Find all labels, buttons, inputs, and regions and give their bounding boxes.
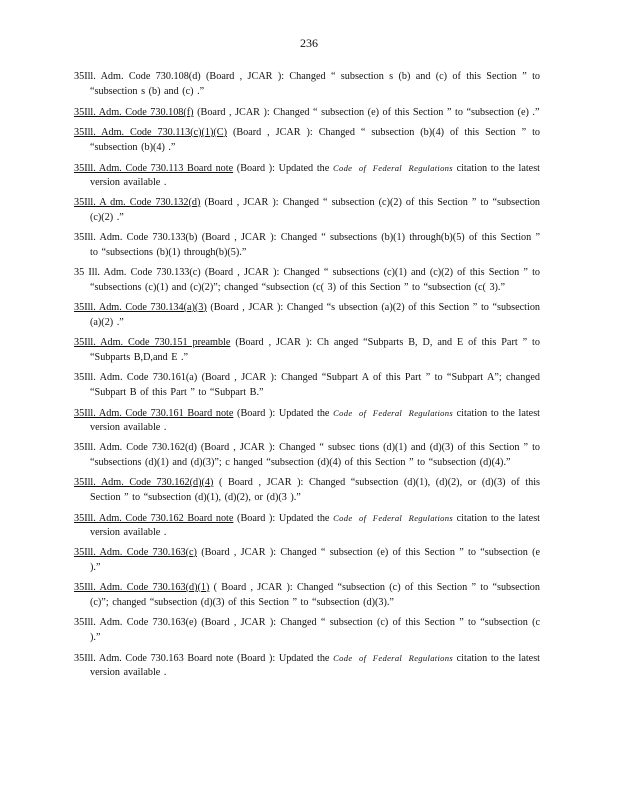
- amendment-entry: [74, 616, 540, 645]
- entry-citation: 35Ill. Adm. Code 730.133(b): [74, 231, 198, 243]
- entry-citation: 35Ill. Adm. Code 730.162(d)(4): [74, 476, 214, 488]
- entry-text: (Board , JCAR ): Changed “Subpart A of this Part ” to “Subpart A”; changed “Subpart B of this Part ” to “Subpart B.”: [90, 371, 540, 398]
- entry-citation: 35Ill. Adm. Code 730.113(c)(1)(C): [74, 126, 227, 138]
- entry-text: (Board ): Updated the: [233, 407, 334, 419]
- amendment-entry: [74, 371, 540, 400]
- entry-tail: citation to the latest version available .: [90, 407, 540, 433]
- entry-citation: 35Ill. Adm. Code 730.162 Board note: [74, 512, 234, 524]
- amendment-entry: [74, 70, 540, 99]
- amendment-entry: [74, 196, 540, 225]
- entry-citation: 35Ill. Adm. Code 730.162(d): [74, 441, 197, 453]
- entry-tail: citation to the latest version available .: [90, 162, 540, 188]
- entry-tail: citation to the latest version available .: [90, 652, 540, 678]
- amendment-entry: [74, 581, 540, 610]
- entry-citation: 35 Ill. Adm. Code 730.133(c): [74, 266, 201, 278]
- amendment-entry: [74, 336, 540, 365]
- entry-text: (Board , JCAR ): Changed “ subsection (e) of this Section ” to “subsection (e) .”: [193, 107, 540, 118]
- entry-text: (Board , JCAR ): Changed “s ubsection (a)(2) of this Section ” to “subsection (a)(2) .”: [90, 301, 541, 328]
- entry-citation: 35Ill. Adm. Code 730.163(d)(1): [74, 581, 210, 593]
- amendment-entry: [74, 266, 540, 295]
- amendment-entry: [74, 406, 540, 435]
- entry-text: (Board , JCAR ): Changed “ subsection (c) of this Section ” to “subsection (c ).”: [90, 616, 540, 643]
- entry-citation: 35Ill. Adm. Code 730.163(c): [74, 546, 197, 558]
- entry-citation: 35Ill. Adm. Code 730.163(e): [74, 616, 197, 628]
- amendment-entry: [74, 301, 540, 330]
- entry-citation: 35Ill. Adm. Code 730.113 Board note: [74, 162, 234, 174]
- amendment-entry: [74, 105, 540, 120]
- amendment-entry: [74, 441, 540, 470]
- entry-text: (Board , JCAR ): Changed “ subsec tions (d)(1) and (d)(3) of this Section ” to “subsections (d)(1) and (d)(3)”; c hanged “subsection (d)(4) of this Section ” to “subsection (d)(4).”: [90, 441, 540, 468]
- entry-text: (Board , JCAR ): Changed “ subsections (b)(1) through(b)(5) of this Section ” to “subsections (b)(1) through(b)(5).”: [90, 231, 541, 258]
- entry-citation: 35Ill. A dm. Code 730.132(d): [74, 196, 201, 208]
- entry-text: (Board ): Updated the: [233, 512, 334, 524]
- entry-text: (Board , JCAR ): Changed “ subsections (c)(1) and (c)(2) of this Section ” to “subsections (c)(1) and (c)(2)”; changed “subsection (c( 3) of this Section ” to “subsection (c( 3).”: [90, 266, 541, 293]
- amendment-entry: [74, 546, 540, 575]
- entry-cfr: Code of Federal Regulations: [333, 407, 454, 418]
- entry-citation: 35Ill. Adm. Code 730.151 preamble: [74, 336, 231, 348]
- entry-citation: 35Ill. Adm. Code 730.108(d): [74, 71, 201, 82]
- entry-text: (Board , JCAR ): Changed “ subsection s (b) and (c) of this Section ” to “subsection s (b) and (c) .”: [90, 71, 540, 98]
- amendment-entry: [74, 231, 540, 260]
- entry-text: (Board , JCAR ): Changed “ subsection (e) of this Section ” to “subsection (e ).”: [90, 546, 540, 573]
- amendment-entry: [74, 126, 540, 155]
- entry-cfr: Code of Federal Regulations: [332, 162, 453, 173]
- entry-text: (Board ): Updated the: [233, 162, 333, 174]
- entry-tail: citation to the latest version available .: [90, 512, 540, 538]
- entry-citation: 35Ill. Adm. Code 730.163 Board note: [74, 652, 234, 664]
- entry-cfr: Code of Federal Regulations: [333, 512, 454, 523]
- entry-citation: 35Ill. Adm. Code 730.161(a): [74, 371, 198, 383]
- amendment-entry: [74, 651, 540, 680]
- entry-text: ( Board , JCAR ): Changed “subsection (d)(1), (d)(2), or (d)(3) of this Section ” to “subsection (d)(1), (d)(2), or (d)(3 ).”: [90, 476, 540, 503]
- page-number: 236: [300, 36, 318, 50]
- entry-text: (Board , JCAR ): Ch anged “Subparts B, D, and E of this Part ” to “Subparts B,D,and E .”: [90, 336, 540, 363]
- entry-text: (Board , JCAR ): Changed “ subsection (b)(4) of this Section ” to “subsection (b)(4) .”: [90, 126, 540, 153]
- entry-citation: 35Ill. Adm. Code 730.108(f): [74, 107, 194, 118]
- amendment-entry: [74, 161, 540, 190]
- amendment-entry: [74, 476, 540, 505]
- amendment-list: [74, 70, 540, 686]
- entry-citation: 35Ill. Adm. Code 730.134(a)(3): [74, 301, 207, 313]
- entry-text: (Board , JCAR ): Changed “ subsection (c)(2) of this Section ” to “subsection (c)(2) .”: [90, 196, 541, 223]
- entry-text: ( Board , JCAR ): Changed “subsection (c) of this Section ” to “subsection (c)”; changed “subsection (d)(3) of this Section ” to “subsection (d)(3).”: [90, 581, 540, 608]
- entry-citation: 35Ill. Adm. Code 730.161 Board note: [74, 407, 234, 419]
- entry-cfr: Code of Federal Regulations: [333, 652, 454, 663]
- entry-text: (Board ): Updated the: [233, 652, 334, 664]
- amendment-entry: [74, 511, 540, 540]
